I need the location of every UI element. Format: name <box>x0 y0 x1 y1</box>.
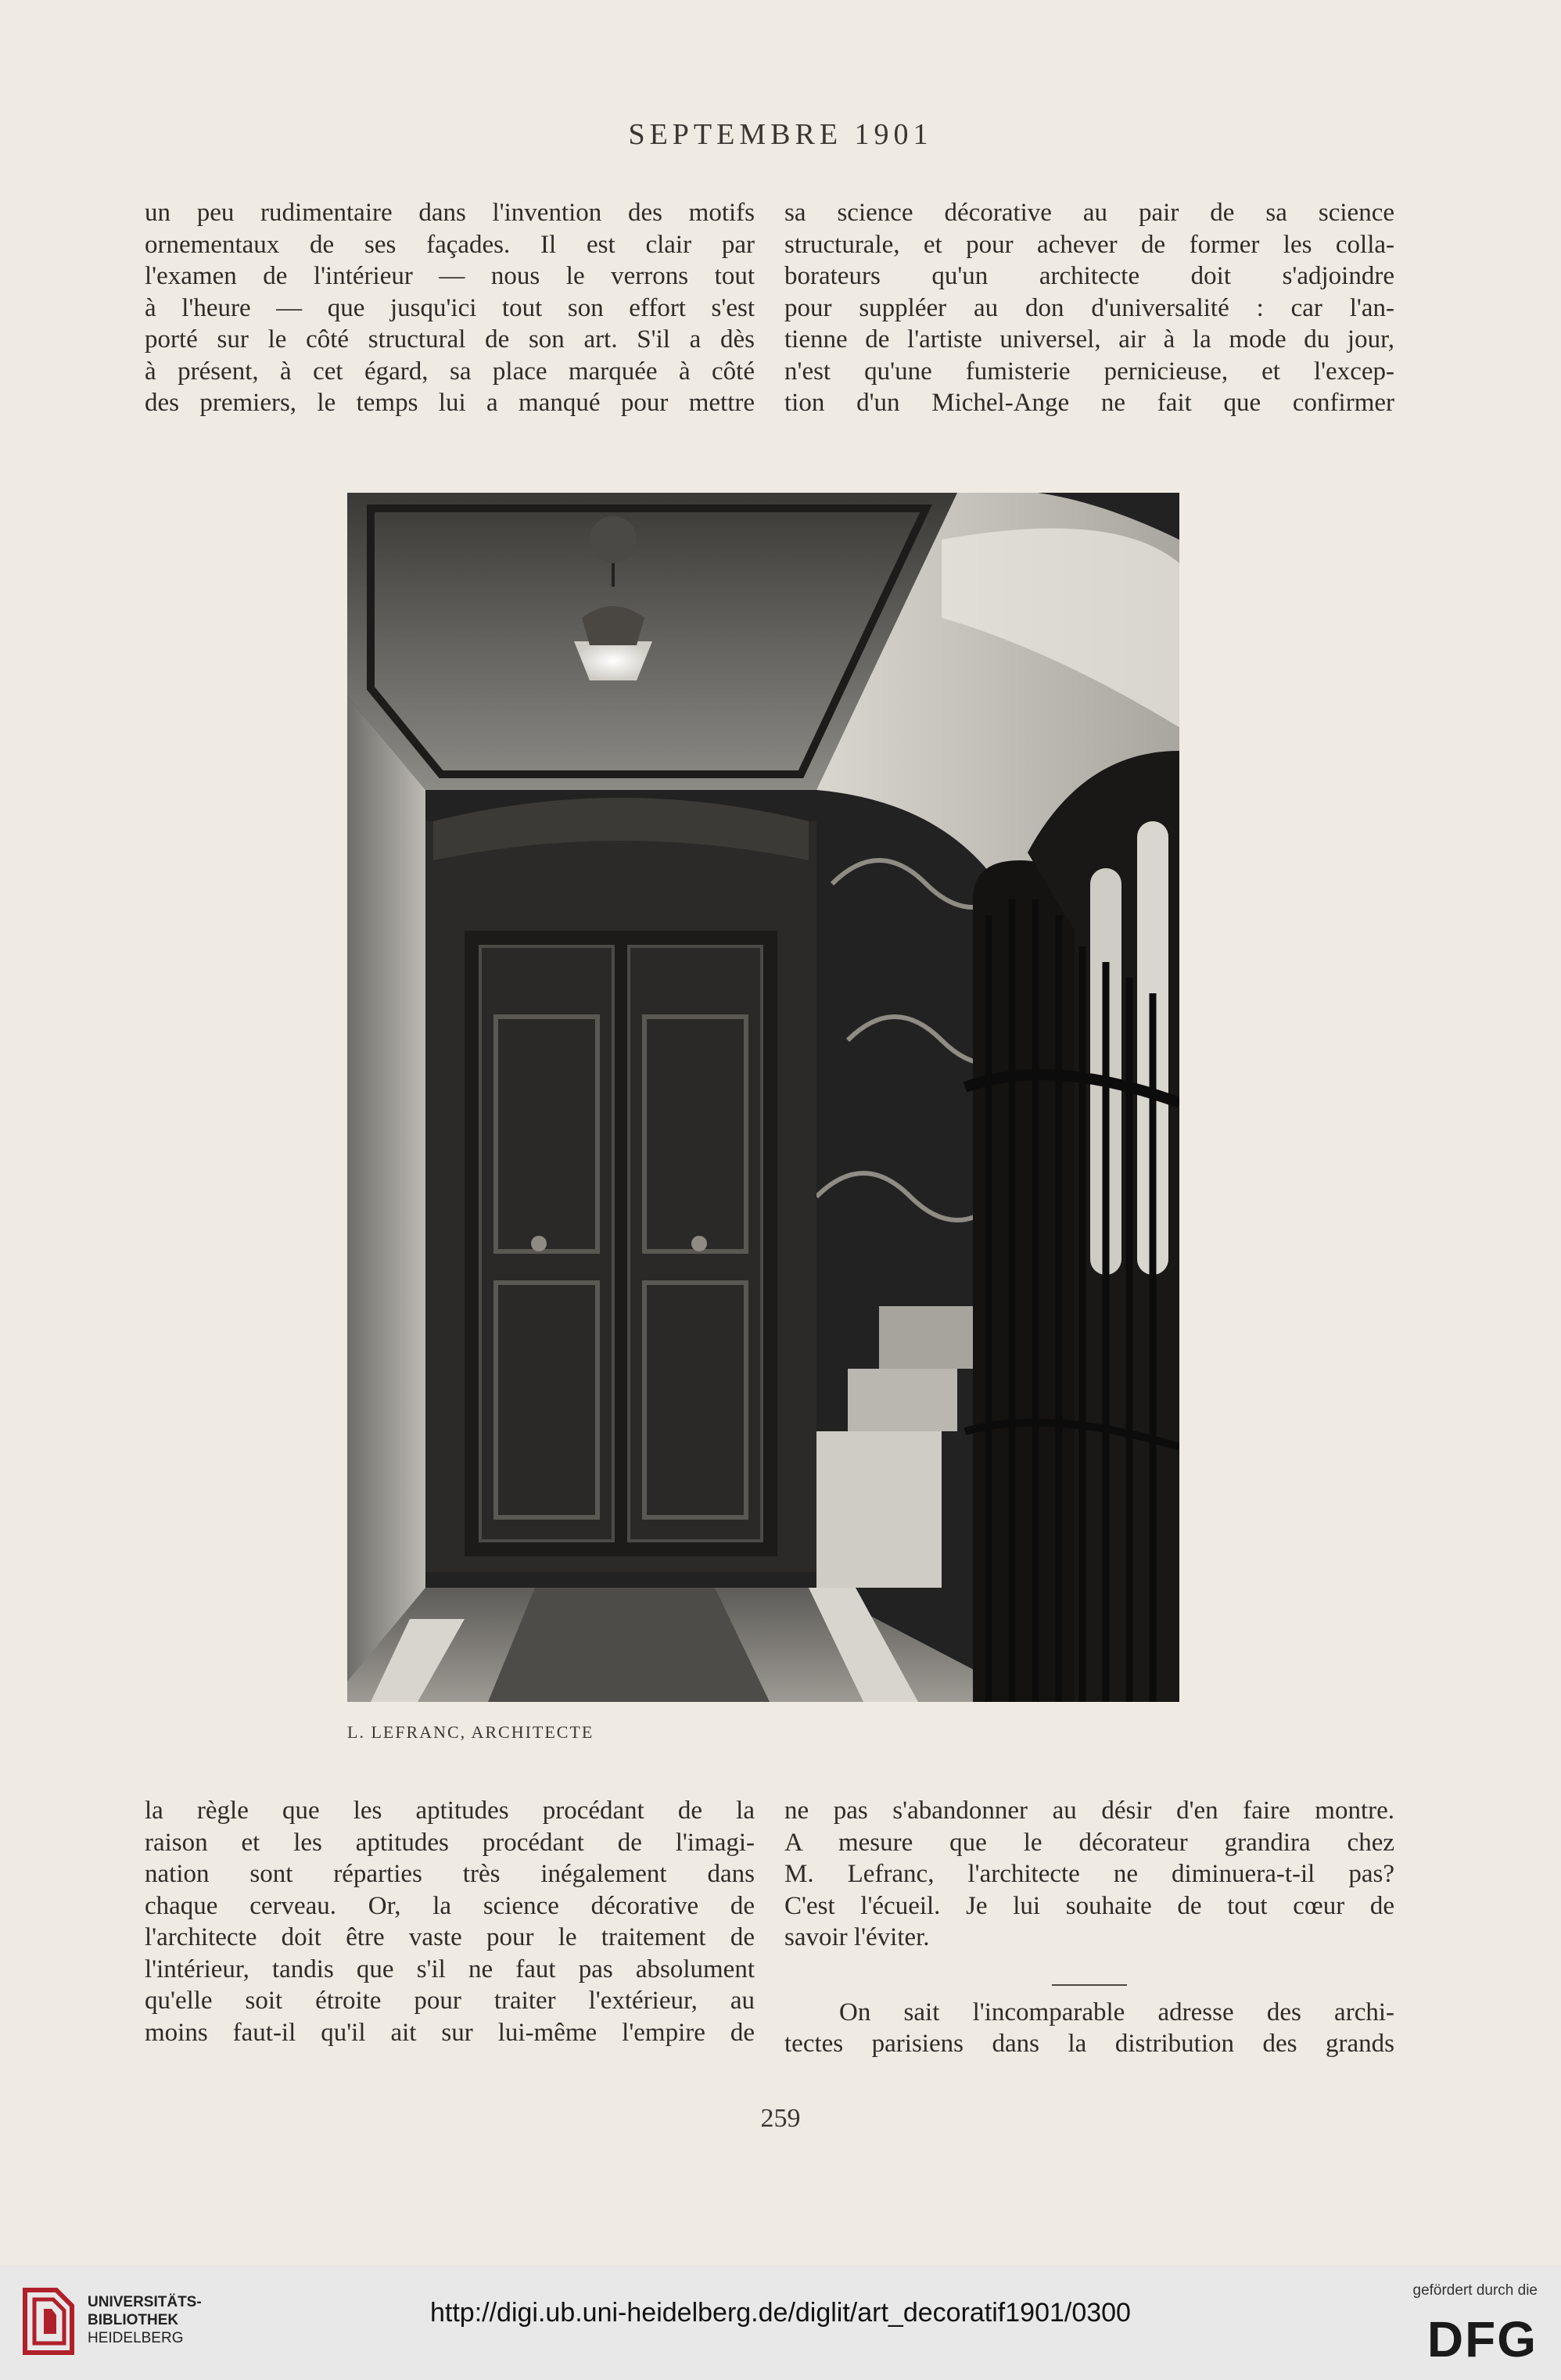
paragraph <box>784 1997 1394 2060</box>
text-line: pour suppléer au don d'universalité : car l'an- <box>784 293 1394 322</box>
figure-caption: L. LEFRANC, ARCHITECTE <box>347 1722 594 1742</box>
hallway-photograph <box>347 493 1179 1702</box>
text-line: M. Lefranc, l'architecte ne diminuera-t-il pas? <box>784 1860 1394 1888</box>
digitization-footer <box>0 2265 1561 2380</box>
text-line: tion d'un Michel-Ange ne fait que confirmer <box>784 389 1394 417</box>
text-line: tectes parisiens dans la distribution des grands <box>784 2030 1394 2058</box>
permalink-url[interactable]: http://digi.ub.uni-heidelberg.de/diglit/art_decoratif1901/0300 <box>430 2298 1131 2328</box>
text-line: C'est l'écueil. Je lui souhaite de tout cœur de <box>784 1891 1394 1920</box>
text-line: savoir l'éviter. <box>784 1923 930 1951</box>
text-line: l'examen de l'intérieur — nous le verrons tout <box>145 262 755 290</box>
text-column-bottom-left <box>145 1795 755 2048</box>
text-line: nation sont réparties très inégalement dans <box>145 1860 755 1888</box>
text-line: moins faut-il qu'il ait sur lui-même l'empire de <box>145 2018 755 2047</box>
text-line: chaque cerveau. Or, la science décorative de <box>145 1891 755 1920</box>
text-line: A mesure que le décorateur grandira chez <box>784 1828 1394 1857</box>
paragraph <box>784 197 1394 419</box>
text-line: On sait l'incomparable adresse des archi- <box>839 1998 1394 2026</box>
text-line: un peu rudimentaire dans l'invention des motifs <box>145 199 755 227</box>
text-line: l'intérieur, tandis que s'il ne faut pas absolument <box>145 1955 755 1983</box>
sponsor-label: gefördert durch die <box>1412 2282 1538 2299</box>
section-divider <box>1052 1984 1127 1986</box>
text-line: à l'heure — que jusqu'ici tout son effort s'est <box>145 293 755 322</box>
text-line: tienne de l'artiste universel, air à la mode du jour, <box>784 325 1394 354</box>
paragraph <box>784 1795 1394 1954</box>
library-name-line: BIBLIOTHEK <box>88 2312 179 2328</box>
text-column-top-left <box>145 197 755 419</box>
text-line: structurale, et pour achever de former les colla- <box>784 230 1394 259</box>
text-line: l'architecte doit être vaste pour le traitement de <box>145 1923 755 1951</box>
text-line: borateurs qu'un architecte doit s'adjoindre <box>784 262 1394 290</box>
running-head: SEPTEMBRE 1901 <box>628 118 933 151</box>
text-line: la règle que les aptitudes procédant de la <box>145 1797 755 1825</box>
page-number: 259 <box>760 2104 801 2133</box>
paragraph <box>145 1795 755 2048</box>
text-line: à présent, à cet égard, sa place marquée à côté <box>145 357 755 386</box>
text-line: des premiers, le temps lui a manqué pour mettre <box>145 389 755 417</box>
library-name-line: UNIVERSITÄTS- <box>88 2294 202 2310</box>
text-line: porté sur le côté structural de son art. S'il a dès <box>145 325 755 354</box>
text-line: ornementaux de ses façades. Il est clair par <box>145 230 755 259</box>
dfg-logo: DFG <box>1426 2311 1538 2367</box>
text-line: raison et les aptitudes procédant de l'imagi- <box>145 1828 755 1857</box>
text-column-bottom-right <box>784 1795 1394 2060</box>
text-column-top-right <box>784 197 1394 419</box>
text-line: n'est qu'une fumisterie pernicieuse, et l'excep- <box>784 357 1394 386</box>
text-line: qu'elle soit étroite pour traiter l'extérieur, au <box>145 1987 755 2015</box>
text-line: ne pas s'abandonner au désir d'en faire montre. <box>784 1797 1394 1825</box>
text-line: sa science décorative au pair de sa science <box>784 199 1394 227</box>
paragraph <box>145 197 755 419</box>
hallway-photograph-illustration <box>347 493 1179 1702</box>
library-name-line: HEIDELBERG <box>88 2330 184 2346</box>
